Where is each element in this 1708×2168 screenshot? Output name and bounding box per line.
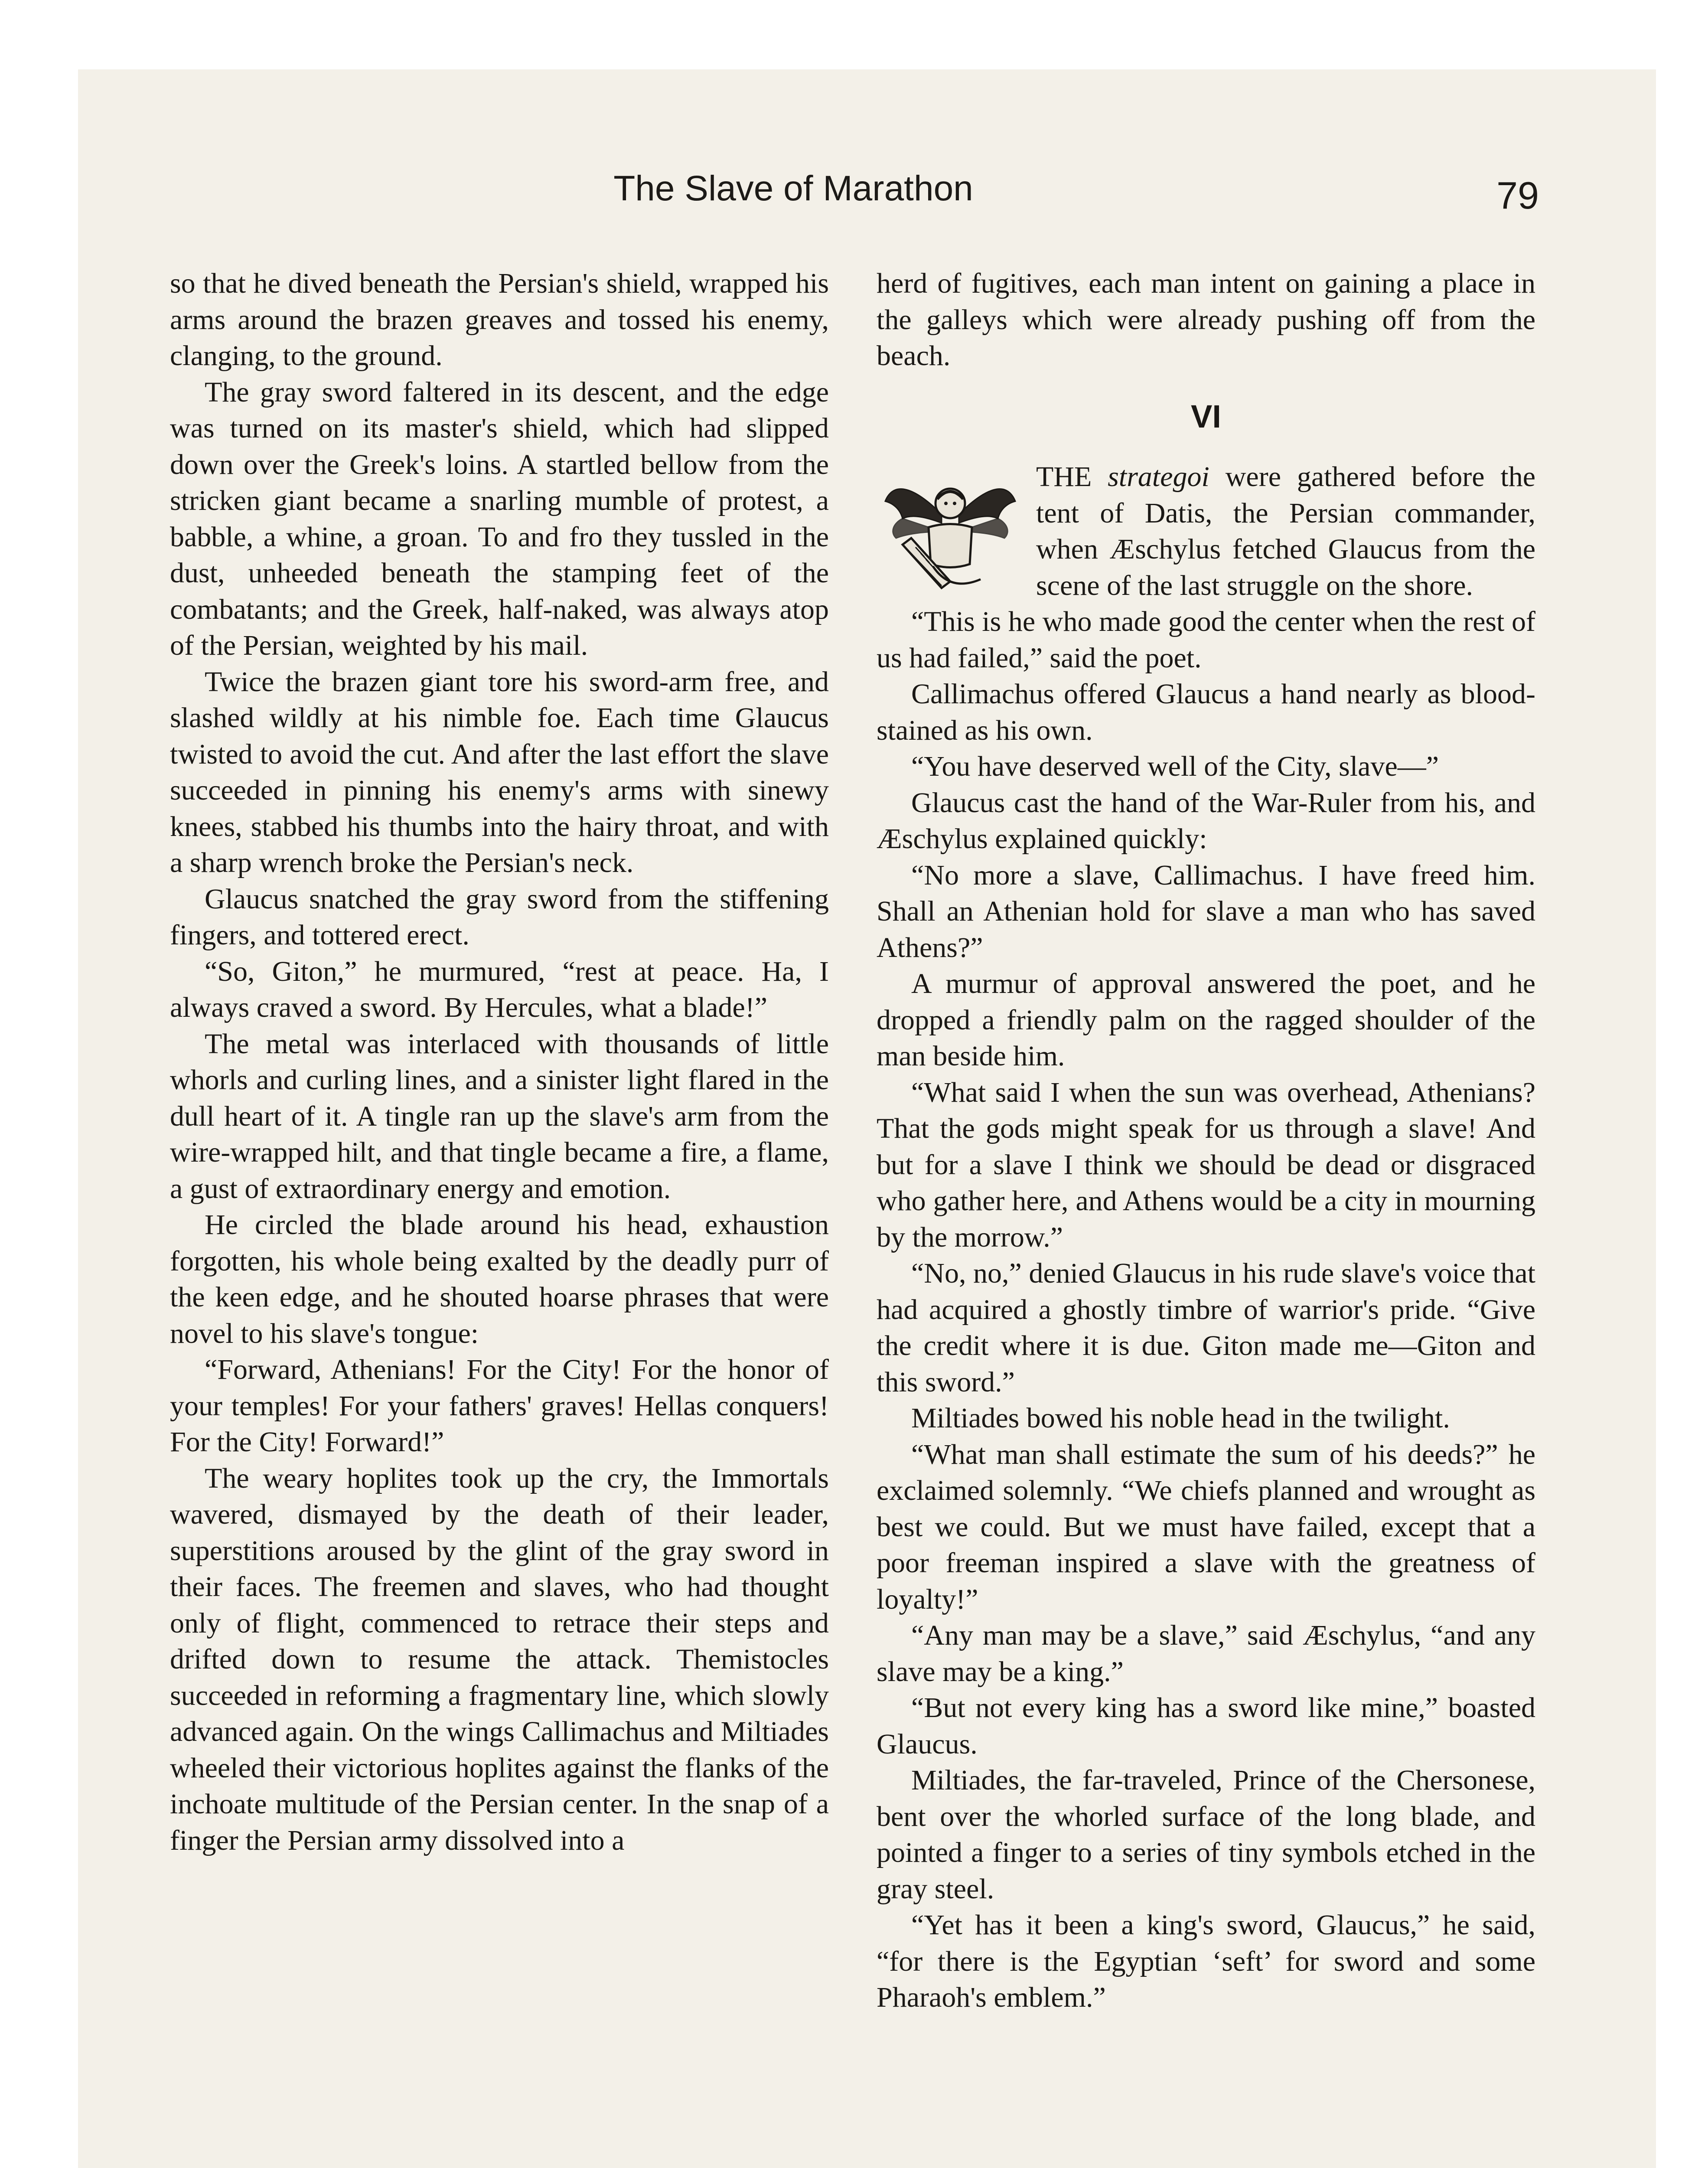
paragraph: “So, Giton,” he murmured, “rest at peace. Ha, I always craved a sword. By Hercules, what a blade!” <box>170 955 829 1023</box>
paragraph: The gray sword faltered in its descent, and the edge was turned on its master's shield, which had slipped down over the Greek's loins. A startled bellow from the stricken giant became a snarling mumble of protest, a babble, a whine, a groan. To and fro they tussled in the dust, unheeded beneath the stamping feet of the combatants; and the Greek, half-naked, was always atop of the Persian, weighted by his mail. <box>170 376 829 661</box>
paragraph: He circled the blade around his head, exhaustion forgotten, his whole being exalted by the deadly purr of the keen edge, and he shouted hoarse phrases that were novel to his slave's tongue: <box>170 1209 829 1349</box>
paragraph: Glaucus snatched the gray sword from the stiffening fingers, and tottered erect. <box>170 883 829 951</box>
paragraph: “What man shall estimate the sum of his deeds?” he exclaimed solemnly. “We chiefs planned and wrought as best we could. But we must have failed, except that a poor freeman inspired a slave with the greatness of loyalty!” <box>877 1438 1535 1615</box>
paragraph: “Yet has it been a king's sword, Glaucus,” he said, “for there is the Egyptian ‘seft’ for sword and some Pharaoh's emblem.” <box>877 1909 1535 2013</box>
lead-text: were gathered before the tent of Datis, the Persian commander, when Æschylus fetched Glaucus from the scene of the last struggle on the shore. <box>1036 461 1536 601</box>
paragraph: Miltiades, the far-traveled, Prince of the Chersonese, bent over the whorled surface of the long blade, and pointed a finger to a series of tiny symbols etched in the gray steel. <box>877 1764 1535 1905</box>
paragraph: herd of fugitives, each man intent on gaining a place in the galleys which were already pushing off from the beach. <box>877 268 1535 372</box>
paragraph: so that he dived beneath the Persian's shield, wrapped his arms around the brazen greaves and tossed his enemy, clanging, to the ground. <box>170 268 829 372</box>
running-title: The Slave of Marathon <box>613 169 973 208</box>
paragraph: “Forward, Athenians! For the City! For the honor of your temples! For your fathers' graves! Hellas conquers! For the City! Forward!” <box>170 1354 829 1458</box>
paragraph: “No more a slave, Callimachus. I have freed him. Shall an Athenian hold for slave a man who has saved Athens?” <box>877 859 1535 963</box>
paragraph: “This is he who made good the center when the rest of us had failed,” said the poet. <box>877 606 1535 674</box>
paragraph: “You have deserved well of the City, slave—” <box>911 751 1439 782</box>
paragraph: The weary hoplites took up the cry, the Immortals wavered, dismayed by the death of their leader, superstitions aroused by the glint of the gray sword in their faces. The freemen and slaves, who had thought only of flight, commenced to retrace their steps and drifted down to resume the attack. Themistocles succeeded in reforming a fragmentary line, which slowly advanced again. On the wings Callimachus and Miltiades wheeled their victorious hoplites against the flanks of the inchoate multitude of the Persian center. In the snap of a finger the Persian army dissolved into a <box>170 1462 829 1856</box>
paragraph: “But not every king has a sword like mine,” boasted Glaucus. <box>877 1692 1535 1760</box>
section-heading: VI <box>1191 398 1221 434</box>
lead-italic-word: strategoi <box>1108 461 1209 493</box>
paragraph: A murmur of approval answered the poet, and he dropped a friendly palm on the ragged shoulder of the man beside him. <box>877 968 1535 1072</box>
paragraph: “Any man may be a slave,” said Æschylus, “and any slave may be a king.” <box>877 1619 1535 1688</box>
right-column <box>877 265 1535 2016</box>
lead-paragraph <box>877 459 1535 604</box>
left-column <box>170 265 829 1858</box>
page-number: 79 <box>1496 174 1539 217</box>
paragraph: Miltiades bowed his noble head in the twilight. <box>911 1402 1450 1434</box>
paragraph: The metal was interlaced with thousands of little whorls and curling lines, and a sinister light flared in the dull heart of it. A tingle ran up the slave's arm from the wire-wrapped hilt, and that tingle became a fire, a flame, a gust of extraordinary energy and emotion. <box>170 1028 829 1205</box>
paragraph: Glaucus cast the hand of the War-Ruler from his, and Æschylus explained quickly: <box>877 787 1535 855</box>
lead-word: THE <box>1036 461 1092 493</box>
paragraph: “No, no,” denied Glaucus in his rude slave's voice that had acquired a ghostly timbre of warrior's pride. “Give the credit where it is due. Giton made me—Giton and this sword.” <box>877 1257 1535 1398</box>
paragraph: Twice the brazen giant tore his sword-arm free, and slashed wildly at his nimble foe. Each time Glaucus twisted to avoid the cut. And after the last effort the slave succeeded in pinning his enemy's arms with sinewy knees, stabbed his thumbs into the hairy throat, and with a sharp wrench broke the Persian's neck. <box>170 666 829 878</box>
winged-cherub-drop-ornament-icon <box>877 462 1024 601</box>
paragraph: “What said I when the sun was overhead, Athenians? That the gods might speak for us through a slave! And but for a slave I think we should be dead or disgraced who gather here, and Athens would be a city in mourning by the morrow.” <box>877 1076 1535 1253</box>
paragraph: Callimachus offered Glaucus a hand nearly as blood-stained as his own. <box>877 678 1535 746</box>
